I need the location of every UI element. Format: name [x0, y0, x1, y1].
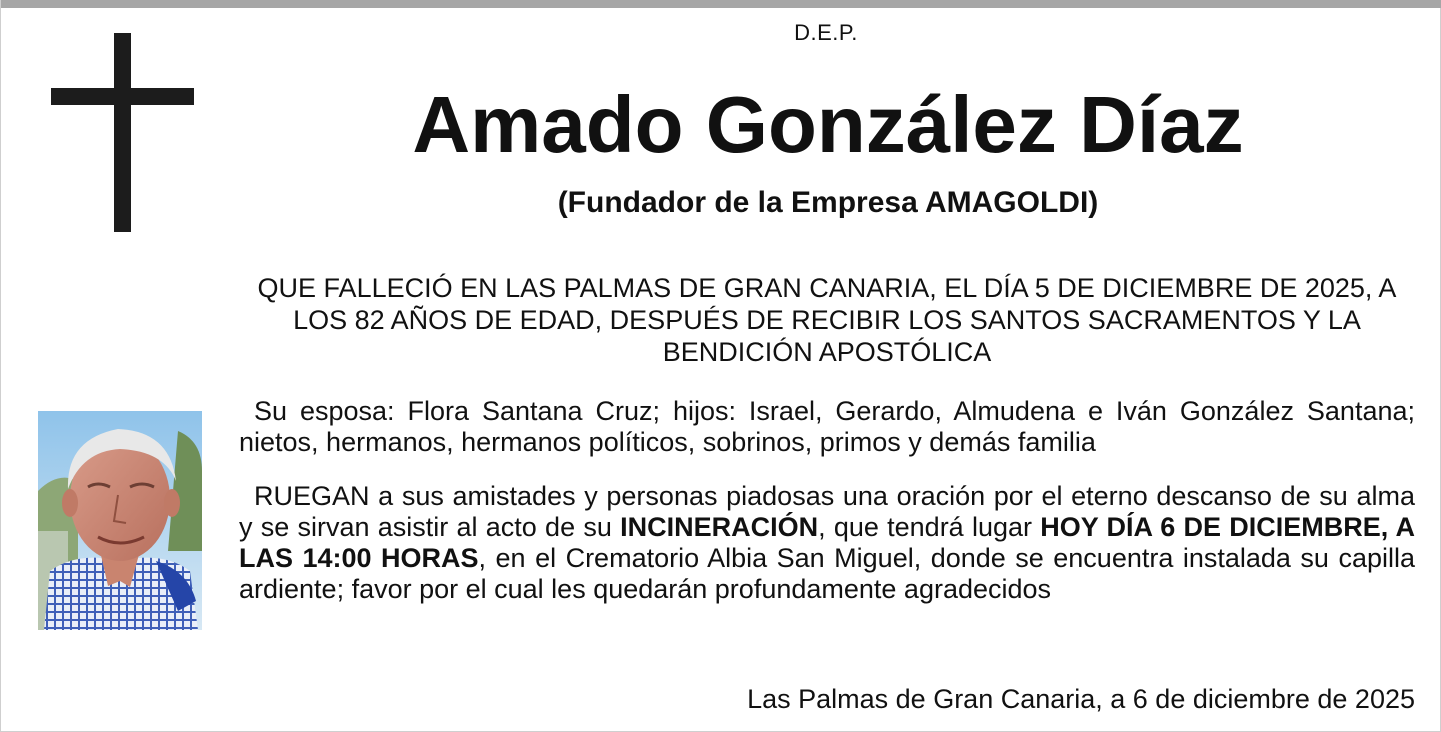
top-border	[1, 0, 1441, 8]
request-paragraph	[239, 481, 1415, 605]
request-text-1: RUEGAN a sus amistades y personas piadosas una oración por el eterno descanso de su alma y se sirvan asistir al acto de su	[239, 481, 1415, 542]
deceased-name: Amado González Díaz	[412, 80, 1244, 169]
cross-vertical-bar	[114, 33, 131, 232]
ceremony-type: INCINERACIÓN	[620, 512, 819, 542]
cross-icon	[51, 33, 194, 232]
death-announcement: QUE FALLECIÓ EN LAS PALMAS DE GRAN CANARIA, EL DÍA 5 DE DICIEMBRE DE 2025, A LOS 82 AÑOS DE EDAD, DESPUÉS DE RECIBIR LOS SANTOS SACRAMENTOS Y LA BENDICIÓN APOSTÓLICA	[257, 273, 1397, 367]
request-text-2: , que tendrá lugar	[818, 512, 1041, 542]
deceased-portrait	[38, 411, 202, 630]
request-text-3: , en el Crematorio Albia San Miguel, donde se encuentra instalada su capilla ardiente; favor por el cual les quedarán profundamente agradecidos	[239, 543, 1415, 604]
ceremony-datetime: HOY DÍA 6 DE DICIEMBRE, A LAS 14:00 HORAS	[239, 512, 1415, 573]
cross-horizontal-bar	[51, 88, 194, 105]
place-and-date: Las Palmas de Gran Canaria, a 6 de diciembre de 2025	[747, 684, 1415, 714]
family-paragraph: Su esposa: Flora Santana Cruz; hijos: Israel, Gerardo, Almudena e Iván González Santana; nietos, hermanos, hermanos políticos, sobrinos, primos y demás familia	[239, 396, 1415, 457]
deceased-subtitle: (Fundador de la Empresa AMAGOLDI)	[557, 186, 1099, 219]
dep-heading: D.E.P.	[794, 20, 858, 45]
